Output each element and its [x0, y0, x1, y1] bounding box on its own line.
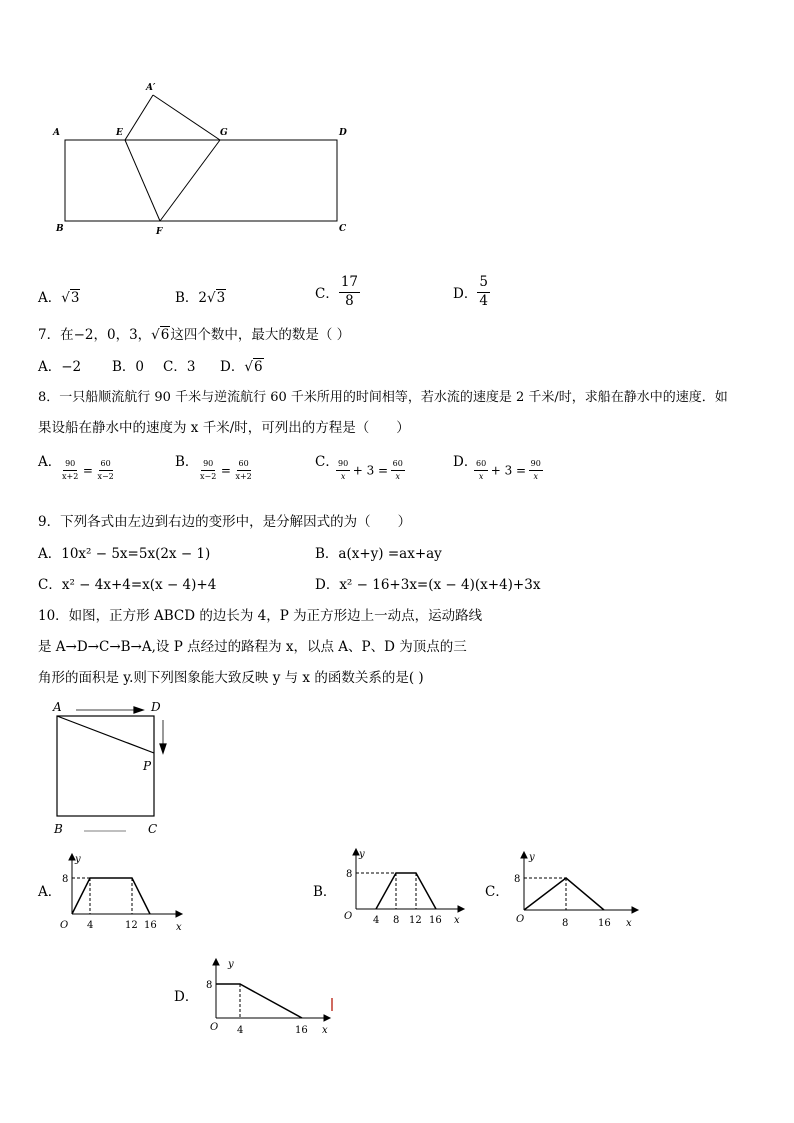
- q8-option-a-eq[interactable]: $\frac{90}{x+2}$ = $\frac{60}{x-2}$: [62, 459, 114, 481]
- q8-stem-line2: 果设船在静水中的速度为 x 千米/时，可列出的方程是（ ）: [38, 420, 410, 436]
- svg-text:16: 16: [429, 915, 442, 926]
- sq-label-b: B: [54, 822, 63, 836]
- svg-text:12: 12: [125, 920, 138, 931]
- label-a-prime: A′: [146, 83, 156, 93]
- svg-text:x: x: [322, 1025, 328, 1036]
- svg-text:O: O: [344, 911, 353, 922]
- label-a: A: [53, 128, 60, 138]
- q10-stem-line3: 角形的面积是 y.则下列图象能大致反映 y 与 x 的函数关系的是( ): [38, 670, 424, 686]
- svg-text:O: O: [516, 914, 525, 925]
- q9-option-a[interactable]: A．10x² − 5x=5x(2x − 1): [38, 546, 211, 562]
- q9-stem: 9．下列各式由左边到右边的变形中，是分解因式的为（ ）: [38, 514, 412, 530]
- q7-option-c[interactable]: C．3: [163, 359, 196, 375]
- svg-text:8: 8: [62, 874, 69, 885]
- q7-option-b[interactable]: B．0: [112, 359, 145, 375]
- line-ef: [125, 140, 160, 221]
- q9-option-c[interactable]: C．x² − 4x+4=x(x − 4)+4: [38, 577, 217, 593]
- q8-option-c-label[interactable]: C．: [315, 454, 339, 470]
- svg-text:12: 12: [409, 915, 422, 926]
- svg-text:8: 8: [393, 915, 400, 926]
- sq-label-p: P: [143, 759, 152, 773]
- label-f: F: [156, 227, 163, 237]
- q9-option-b[interactable]: B．a(x+y) =ax+ay: [315, 546, 442, 562]
- q7-stem: 7．在−2，0，3，√6这四个数中，最大的数是（ ）: [38, 327, 351, 343]
- q10-stem-line1: 10．如图，正方形 ABCD 的边长为 4，P 为正方形边上一动点，运动路线: [38, 608, 483, 624]
- label-e: E: [116, 128, 123, 138]
- svg-text:y: y: [75, 854, 81, 865]
- svg-text:8: 8: [346, 869, 353, 880]
- graph-a[interactable]: [58, 850, 188, 935]
- svg-text:O: O: [210, 1022, 219, 1033]
- graph-b[interactable]: [340, 845, 470, 930]
- q7-option-d[interactable]: D．√6: [220, 359, 263, 375]
- q10-option-b[interactable]: B．: [313, 884, 337, 900]
- label-b: B: [56, 224, 64, 234]
- arrow-down-icon: [160, 744, 166, 753]
- svg-text:8: 8: [206, 980, 213, 991]
- q6-option-d[interactable]: D． $\frac{5}{4}$: [453, 274, 488, 309]
- label-c: C: [339, 224, 347, 234]
- svg-text:4: 4: [237, 1025, 244, 1036]
- svg-text:16: 16: [598, 918, 611, 929]
- rectangle-fold-figure: [50, 78, 360, 243]
- svg-text:16: 16: [144, 920, 157, 931]
- q10-option-a[interactable]: A．: [38, 884, 62, 900]
- svg-text:y: y: [228, 959, 234, 970]
- svg-text:y: y: [359, 849, 365, 860]
- svg-text:4: 4: [373, 915, 380, 926]
- square-abcd-figure: [48, 698, 188, 838]
- graph-d[interactable]: [200, 955, 350, 1040]
- q8-option-d-eq[interactable]: $\frac{60}{x}$ + 3 = $\frac{90}{x}$: [476, 459, 541, 481]
- svg-text:4: 4: [87, 920, 94, 931]
- q8-option-d-label[interactable]: D．: [453, 454, 478, 470]
- line-ag: [153, 95, 220, 140]
- svg-text:8: 8: [514, 874, 521, 885]
- segment-ap: [57, 716, 154, 753]
- arrow-right-icon: [134, 707, 143, 713]
- svg-text:x: x: [626, 918, 632, 929]
- line-ea: [125, 95, 153, 140]
- q10-option-c[interactable]: C．: [485, 884, 509, 900]
- q6-option-c[interactable]: C． $\frac{17}{8}$: [315, 274, 359, 309]
- line-fg: [160, 140, 220, 221]
- q8-option-c-eq[interactable]: $\frac{90}{x}$ + 3 = $\frac{60}{x}$: [338, 459, 403, 481]
- q8-option-b-eq[interactable]: $\frac{90}{x-2}$ = $\frac{60}{x+2}$: [200, 459, 252, 481]
- sq-label-a: A: [53, 700, 62, 714]
- q8-stem-line1: 8．一只船顺流航行 90 千米与逆流航行 60 千米所用的时间相等，若水流的速度是 2 千米/时，求船在静水中的速度．如: [38, 390, 728, 405]
- rect-abcd: [65, 140, 337, 221]
- svg-text:O: O: [60, 920, 69, 931]
- q8-option-a-label[interactable]: A．: [38, 454, 62, 470]
- svg-text:x: x: [176, 922, 182, 933]
- label-d: D: [339, 128, 347, 138]
- svg-text:x: x: [454, 915, 460, 926]
- q8-option-b-label[interactable]: B．: [175, 454, 199, 470]
- svg-text:y: y: [529, 852, 535, 863]
- q10-stem-line2: 是 A→D→C→B→A,设 P 点经过的路程为 x，以点 A、P、D 为顶点的三: [38, 639, 467, 655]
- q6-option-b[interactable]: B．2√3: [175, 290, 226, 306]
- graph-c[interactable]: [508, 848, 648, 933]
- svg-text:8: 8: [562, 918, 569, 929]
- svg-text:16: 16: [295, 1025, 308, 1036]
- q9-option-d[interactable]: D．x² − 16+3x=(x − 4)(x+4)+3x: [315, 577, 541, 593]
- q6-option-a[interactable]: A．√3: [38, 290, 80, 306]
- q7-option-a[interactable]: A．−2: [38, 359, 82, 375]
- sq-label-c: C: [148, 822, 158, 836]
- sq-label-d: D: [151, 700, 161, 714]
- label-g: G: [220, 128, 228, 138]
- q10-option-d[interactable]: D．: [174, 989, 199, 1005]
